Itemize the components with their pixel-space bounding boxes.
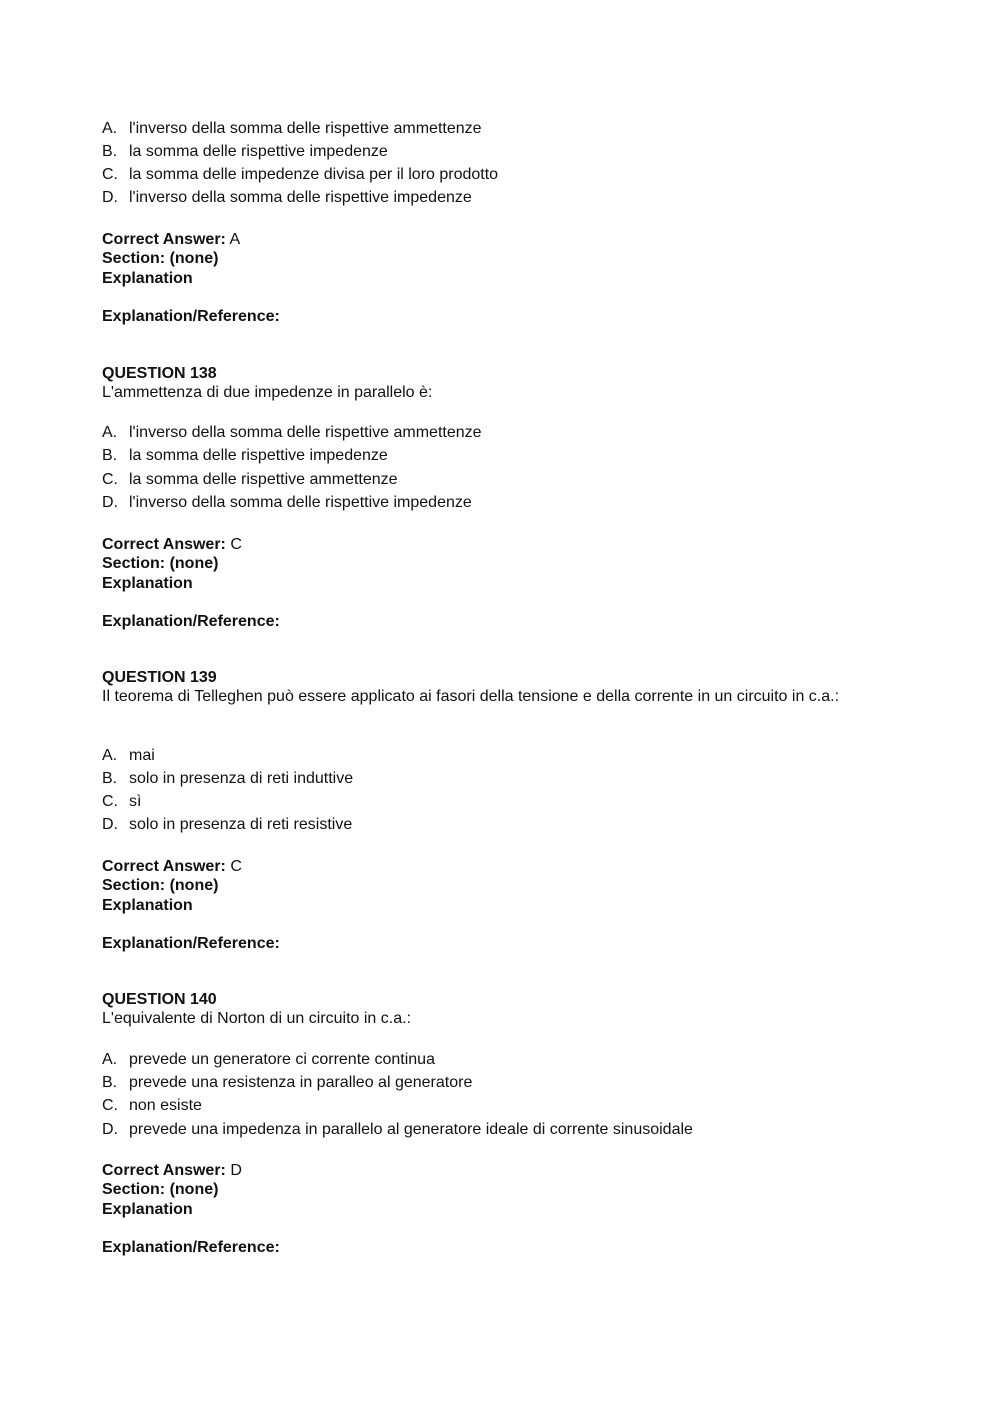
option-d: D. solo in presenza di reti resistive [102, 816, 353, 833]
question-text: L'equivalente di Norton di un circuito in c.a.: [102, 1010, 412, 1027]
option-a: A. mai [102, 747, 155, 764]
option-b: B. prevede una resistenza in paralleo al generatore [102, 1074, 473, 1091]
option-b: B. la somma delle rispettive impedenze [102, 143, 388, 160]
question-title: QUESTION 139 [102, 669, 217, 686]
option-a: A. l'inverso della somma delle rispettive ammettenze [102, 120, 482, 137]
correct-answer: Correct Answer: D [102, 1162, 242, 1179]
option-d: D. prevede una impedenza in parallelo al generatore ideale di corrente sinusoidale [102, 1121, 693, 1138]
option-c: C. sì [102, 793, 142, 810]
section-label: Section: (none) [102, 877, 219, 894]
option-b: B. la somma delle rispettive impedenze [102, 447, 388, 464]
explanation-reference-label: Explanation/Reference: [102, 1239, 280, 1256]
explanation-reference-label: Explanation/Reference: [102, 935, 280, 952]
correct-answer: Correct Answer: C [102, 536, 242, 553]
question-text: Il teorema di Telleghen può essere applicato ai fasori della tensione e della corrente in un circuito in c.a.: [102, 688, 840, 705]
option-d: D. l'inverso della somma delle rispettive impedenze [102, 189, 472, 206]
option-c: C. non esiste [102, 1097, 202, 1114]
option-b: B. solo in presenza di reti induttive [102, 770, 354, 787]
explanation-reference-label: Explanation/Reference: [102, 613, 280, 630]
explanation-label: Explanation [102, 575, 193, 592]
explanation-reference-label: Explanation/Reference: [102, 308, 280, 325]
section-label: Section: (none) [102, 250, 219, 267]
question-text: L'ammettenza di due impedenze in parallelo è: [102, 384, 433, 401]
option-a: A. prevede un generatore ci corrente continua [102, 1051, 435, 1068]
option-c: C. la somma delle impedenze divisa per il loro prodotto [102, 166, 499, 183]
section-label: Section: (none) [102, 1181, 219, 1198]
question-title: QUESTION 140 [102, 991, 217, 1008]
explanation-label: Explanation [102, 1201, 193, 1218]
option-c: C. la somma delle rispettive ammettenze [102, 471, 398, 488]
section-label: Section: (none) [102, 555, 219, 572]
option-a: A. l'inverso della somma delle rispettive ammettenze [102, 424, 482, 441]
explanation-label: Explanation [102, 897, 193, 914]
correct-answer: Correct Answer: A [102, 231, 241, 248]
option-d: D. l'inverso della somma delle rispettive impedenze [102, 494, 472, 511]
question-title: QUESTION 138 [102, 365, 217, 382]
explanation-label: Explanation [102, 270, 193, 287]
correct-answer: Correct Answer: C [102, 858, 242, 875]
